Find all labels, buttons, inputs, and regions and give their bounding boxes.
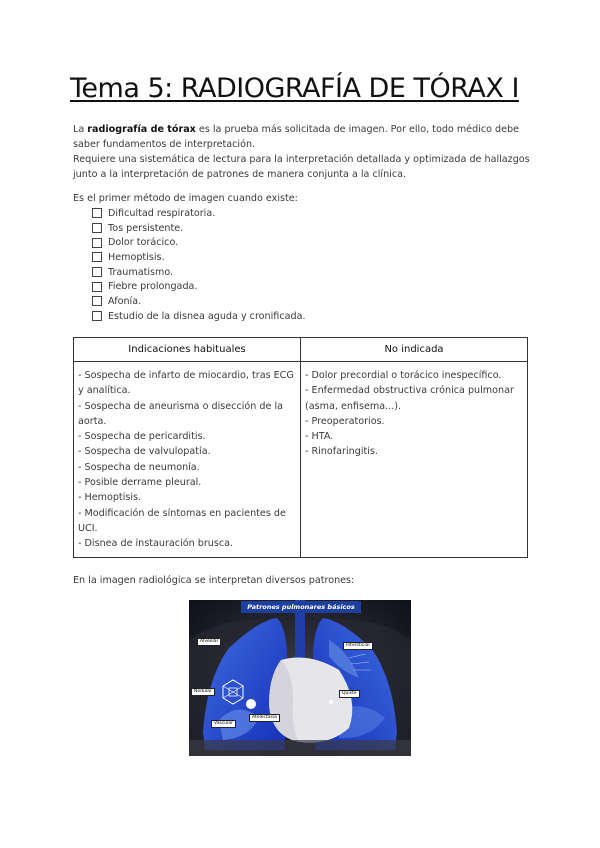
checklist-lead: Es el primer método de imagen cuando existe: (73, 193, 298, 204)
table-header-row (74, 338, 528, 362)
nodule-mark (246, 699, 256, 709)
checkbox-icon[interactable] (92, 208, 102, 218)
label-nodular: Nodular (191, 688, 215, 696)
intro-bold-term: radiografía de tórax (87, 124, 196, 135)
list-item: - Sospecha de valvulopatía. (78, 446, 211, 458)
intro-pre: La (73, 124, 88, 135)
cell-no-indicada (301, 362, 528, 558)
intro-rest: es la prueba más solicitada de imagen. Por ello, todo médico debe saber fundamentos de interpretación. (73, 124, 520, 150)
label-intersticial: Intersticial (343, 642, 373, 650)
list-item: - Enfermedad obstructiva crónica pulmonar (asma, enfisema...). (305, 385, 514, 412)
list-item: - Modificación de síntomas en pacientes de UCI. (78, 507, 286, 534)
checkbox-icon[interactable] (92, 238, 102, 248)
page-title: Tema 5: RADIOGRAFÍA DE TÓRAX I (70, 73, 519, 104)
list-item: - Sospecha de aneurisma o disección de la aorta. (78, 400, 283, 427)
checklist-item: Fiebre prolongada. (92, 279, 306, 294)
checklist-item: Estudio de la disnea aguda y cronificada. (92, 309, 306, 324)
checklist-item: Dificultad respiratoria. (92, 206, 306, 221)
label-quiste: Quiste (339, 690, 360, 698)
list-item: - Sospecha de infarto de miocardio, tras ECG y analítica. (78, 370, 294, 397)
indications-table (73, 337, 528, 558)
checkbox-icon[interactable] (92, 223, 102, 233)
label-alveolar: Alveolar (197, 638, 221, 646)
cell-habituales (74, 362, 301, 558)
chest-xray-illustration (189, 600, 411, 756)
list-item: - Posible derrame pleural. (78, 477, 202, 489)
patterns-lead: En la imagen radiológica se interpretan diversos patrones: (73, 575, 355, 586)
header-no-indicada: No indicada (301, 338, 528, 362)
list-item: - Hemoptisis. (78, 492, 142, 504)
list-item: - HTA. (305, 431, 334, 443)
list-item: - Dolor precordial o torácico inespecífico. (305, 370, 502, 381)
checklist-item: Hemoptisis. (92, 250, 306, 265)
lung-patterns-figure (189, 600, 411, 756)
checkbox-icon[interactable] (92, 311, 102, 321)
table-row (74, 362, 528, 558)
checkbox-icon[interactable] (92, 296, 102, 306)
list-item: - Rinofaringitis. (305, 446, 378, 458)
checklist-item: Tos persistente. (92, 221, 306, 236)
intro-line-2: Requiere una sistemática de lectura para la interpretación detallada y optimizada de hallazgos junto a la interpretación de patrones de manera conjunta a la clínica. (73, 154, 530, 180)
checkbox-icon[interactable] (92, 252, 102, 262)
list-item: - Preoperatorios. (305, 415, 385, 427)
checklist-item: Traumatismo. (92, 265, 306, 280)
checklist-item: Afonía. (92, 294, 306, 309)
list-item: - Sospecha de neumonía. (78, 461, 200, 473)
label-vascular: Vascular (211, 720, 236, 728)
list-item: - Sospecha de pericarditis. (78, 431, 206, 443)
indications-checklist (92, 206, 306, 324)
header-habituales: Indicaciones habituales (74, 338, 301, 362)
intro-paragraph (73, 122, 533, 182)
checkbox-icon[interactable] (92, 282, 102, 292)
list-item: - Disnea de instauración brusca. (78, 538, 234, 550)
figure-title: Patrones pulmonares básicos (241, 601, 361, 613)
label-atelectasia: Atelectasia (249, 714, 280, 722)
checkbox-icon[interactable] (92, 267, 102, 277)
checklist-item: Dolor torácico. (92, 235, 306, 250)
